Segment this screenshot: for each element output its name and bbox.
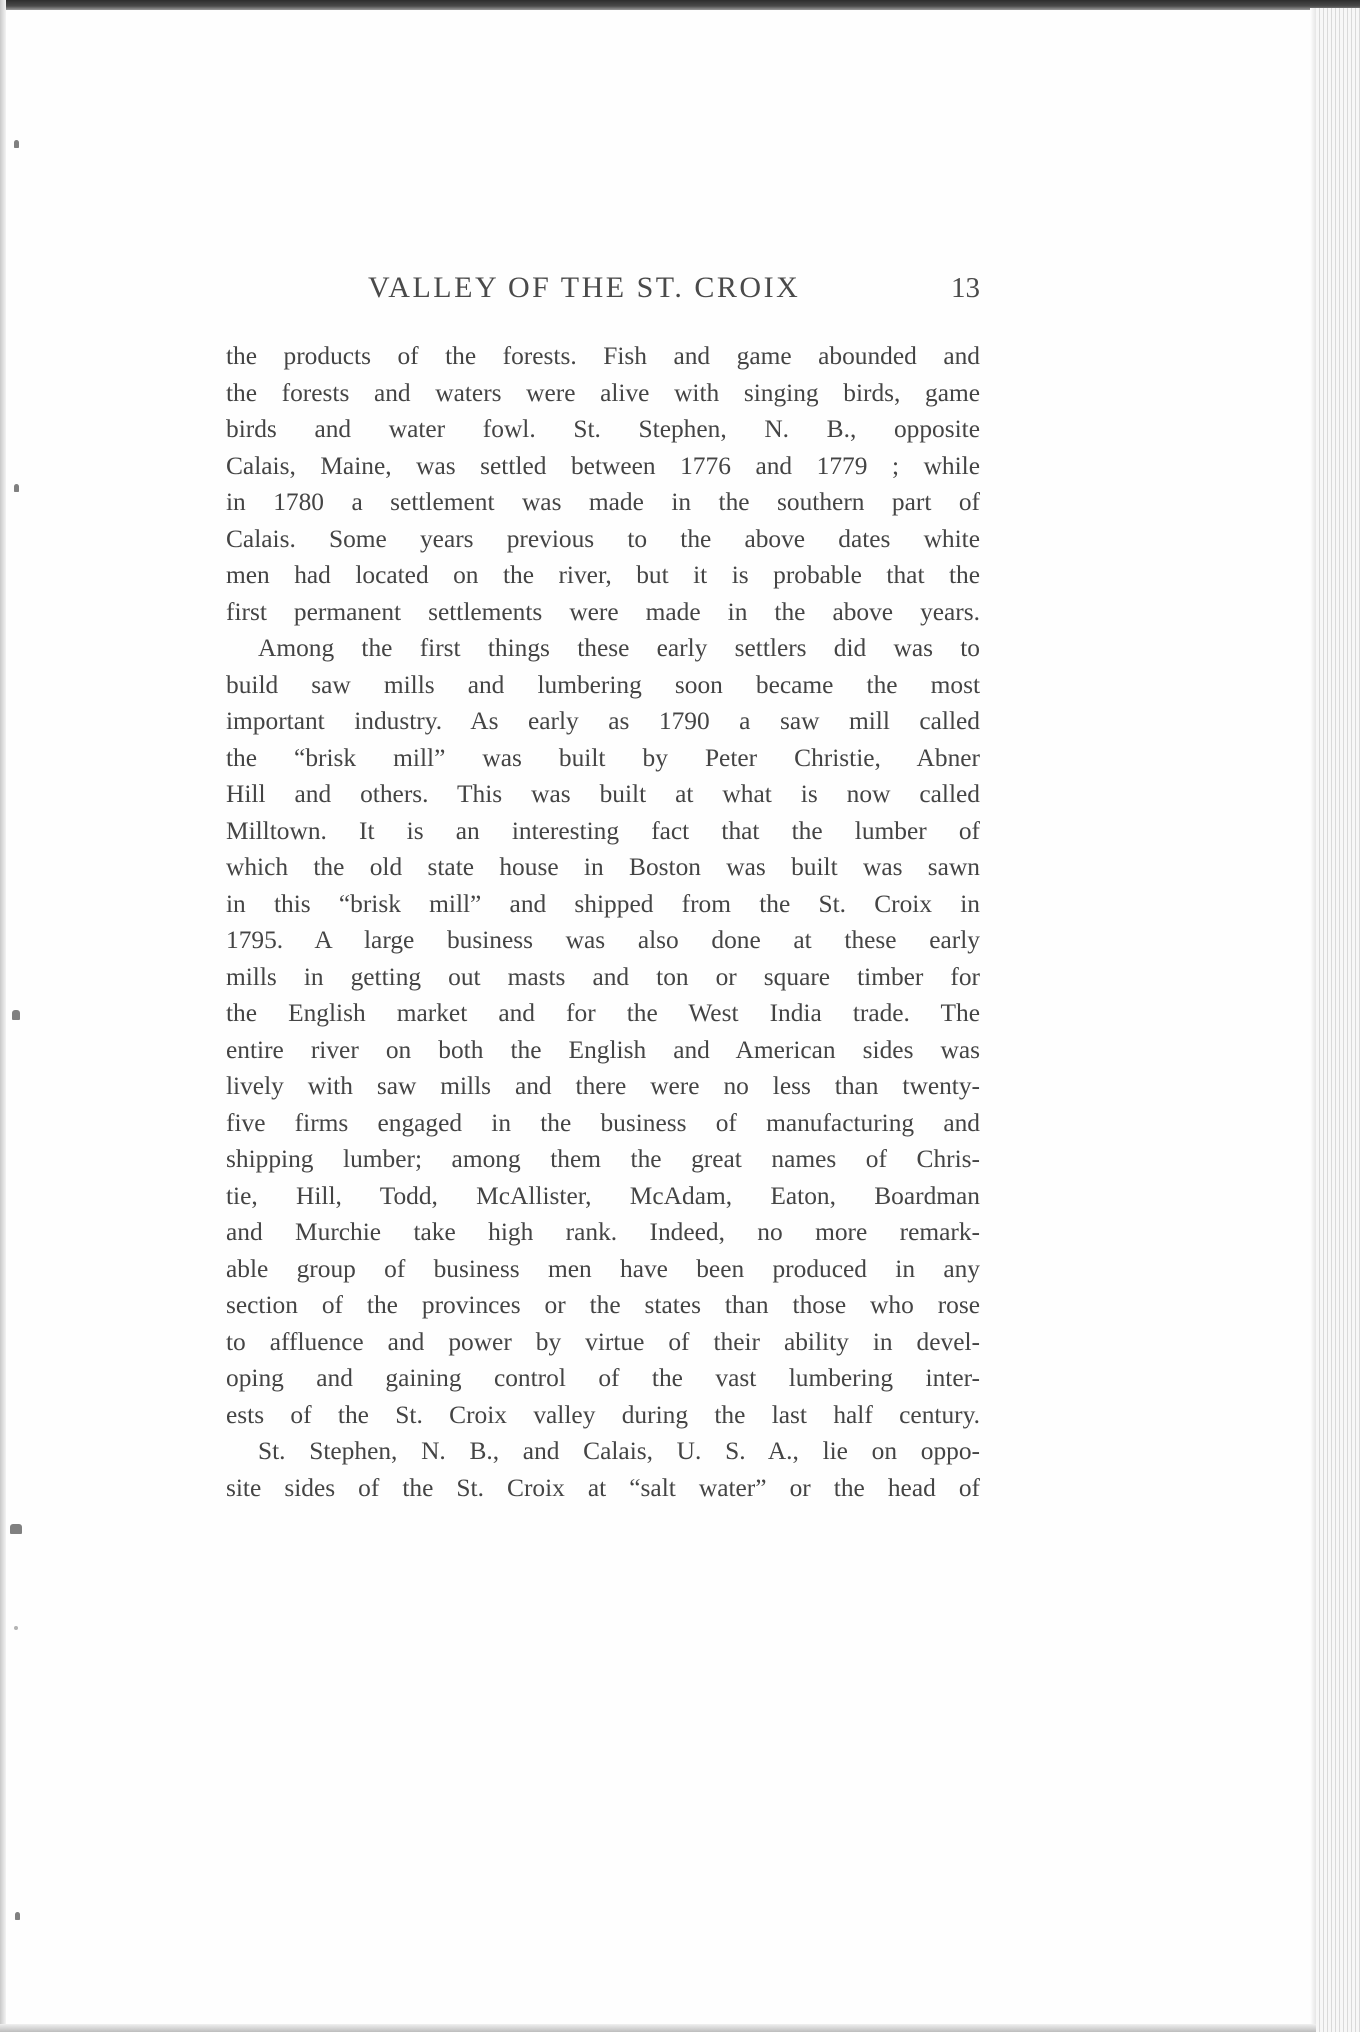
- text-line: in 1780 a settlement was made in the southern part of: [226, 488, 980, 516]
- text-line: men had located on the river, but it is probable that the: [226, 561, 980, 589]
- text-line: and Murchie take high rank. Indeed, no more remark-: [226, 1218, 980, 1246]
- text-line: lively with saw mills and there were no less than twenty-: [226, 1072, 980, 1100]
- paragraph-first-line: Among the first things these early settlers did was to: [258, 634, 980, 662]
- text-line: shipping lumber; among them the great names of Chris-: [226, 1145, 980, 1173]
- text-line: site sides of the St. Croix at “salt water” or the head of: [226, 1473, 980, 1502]
- margin-speck: [14, 140, 19, 148]
- text-line: birds and water fowl. St. Stephen, N. B., opposite: [226, 415, 980, 443]
- paragraph-first-line: St. Stephen, N. B., and Calais, U. S. A., lie on oppo-: [258, 1437, 980, 1465]
- text-line: important industry. As early as 1790 a saw mill called: [226, 707, 980, 735]
- page-bottom-edge: [0, 2024, 1316, 2032]
- page-header: [226, 268, 980, 308]
- page-number: 13: [951, 272, 980, 304]
- text-line: first permanent settlements were made in the above years.: [226, 597, 980, 626]
- text-line: mills in getting out masts and ton or square timber for: [226, 962, 980, 991]
- text-line: Milltown. It is an interesting fact that the lumber of: [226, 816, 980, 845]
- text-line: the “brisk mill” was built by Peter Christie, Abner: [226, 743, 980, 772]
- text-line: tie, Hill, Todd, McAllister, McAdam, Eaton, Boardman: [226, 1181, 980, 1210]
- running-head: VALLEY OF THE ST. CROIX: [368, 271, 801, 304]
- text-line: the forests and waters were alive with singing birds, game: [226, 378, 980, 407]
- margin-speck: [15, 1912, 20, 1920]
- text-line: the English market and for the West India trade. The: [226, 999, 980, 1027]
- text-line: to affluence and power by virtue of their ability in devel-: [226, 1327, 980, 1356]
- page-top-edge: [0, 0, 1360, 10]
- margin-speck: [14, 484, 19, 492]
- text-line: Hill and others. This was built at what is now called: [226, 780, 980, 808]
- text-line: ests of the St. Croix valley during the last half century.: [226, 1400, 980, 1429]
- text-line: Calais. Some years previous to the above dates white: [226, 524, 980, 553]
- text-line: oping and gaining control of the vast lumbering inter-: [226, 1364, 980, 1392]
- body-text: [226, 338, 980, 1506]
- page-binding-edge: [0, 0, 6, 2032]
- margin-speck: [12, 1010, 20, 1020]
- margin-speck: [14, 1626, 18, 1630]
- text-line: able group of business men have been produced in any: [226, 1254, 980, 1283]
- text-line: build saw mills and lumbering soon became the most: [226, 670, 980, 699]
- text-line: section of the provinces or the states than those who rose: [226, 1291, 980, 1319]
- text-line: Calais, Maine, was settled between 1776 and 1779 ; while: [226, 451, 980, 480]
- text-line: five firms engaged in the business of manufacturing and: [226, 1108, 980, 1137]
- margin-speck: [10, 1524, 22, 1534]
- page-stack-edge: [1316, 8, 1360, 2032]
- text-line: which the old state house in Boston was built was sawn: [226, 853, 980, 881]
- text-line: in this “brisk mill” and shipped from the St. Croix in: [226, 889, 980, 918]
- text-line: 1795. A large business was also done at these early: [226, 926, 980, 954]
- text-line: the products of the forests. Fish and game abounded and: [226, 342, 980, 370]
- text-line: entire river on both the English and American sides was: [226, 1035, 980, 1064]
